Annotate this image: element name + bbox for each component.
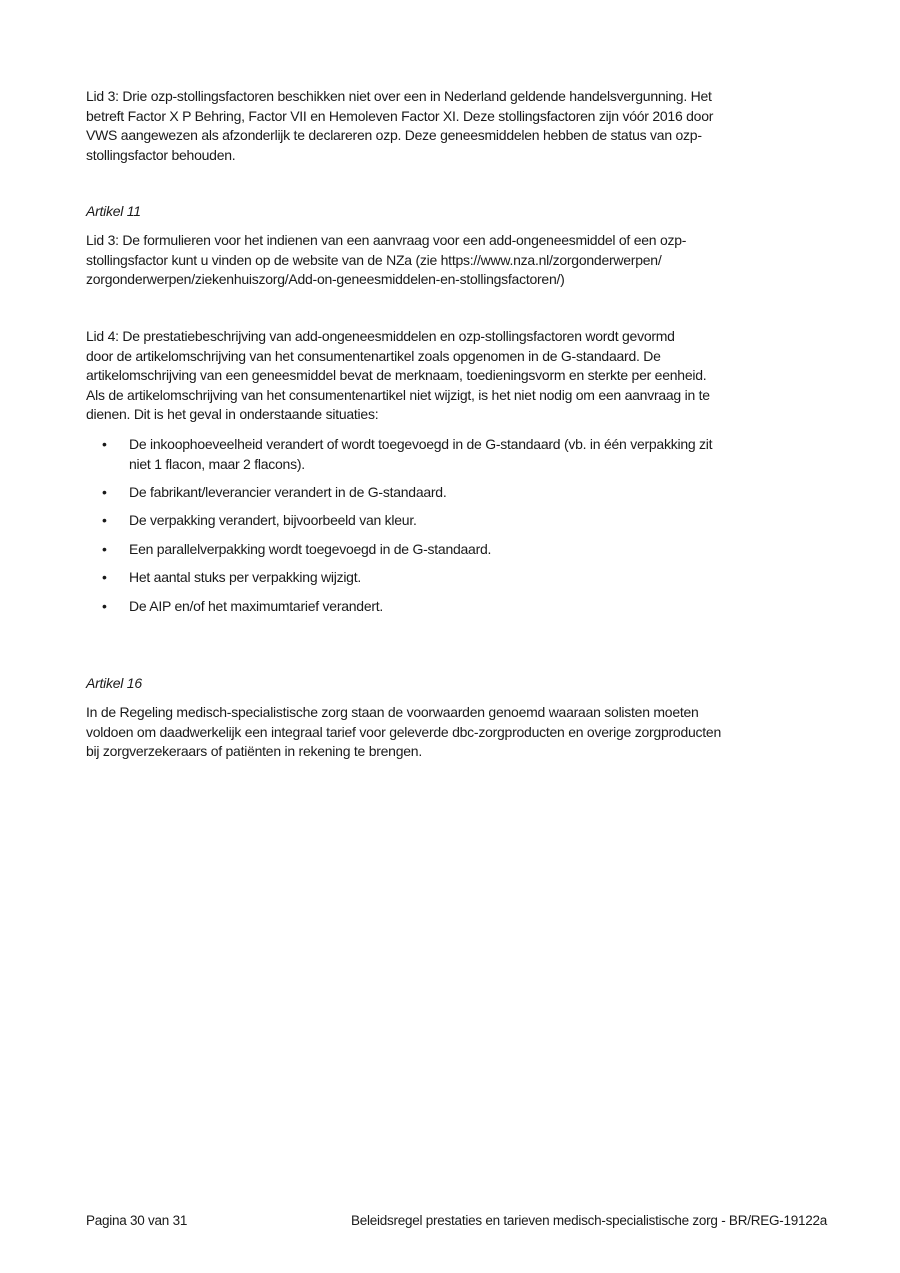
text-line: De fabrikant/leverancier verandert in de G-standaard. [129, 484, 447, 500]
article-11-heading [86, 202, 826, 222]
text-line: Lid 3: Drie ozp-stollingsfactoren beschikken niet over een in Nederland geldende handelsvergunning. Het [86, 88, 712, 104]
bullet-icon: • [102, 598, 107, 614]
bullet-icon: • [102, 569, 107, 585]
text-line: artikelomschrijving van een geneesmiddel bevat de merknaam, toedieningsvorm en sterkte per eenheid. [86, 367, 707, 383]
text-line: door de artikelomschrijving van het consumentenartikel zoals opgenomen in de G-standaard. De [86, 347, 661, 364]
paragraph-article16 [86, 703, 826, 762]
bullet-icon: • [102, 436, 107, 452]
paragraph-article11-lid4 [86, 327, 826, 425]
text-line: Het aantal stuks per verpakking wijzigt. [129, 569, 361, 585]
bullet-icon: • [102, 512, 107, 528]
text-line: niet 1 flacon, maar 2 flacons). [129, 455, 305, 472]
footer-page-number: Pagina 30 van 31 [86, 1213, 188, 1228]
text-line: Als de artikelomschrijving van het consumentenartikel niet wijzigt, is het niet nodig om een aanvraag in te [86, 386, 710, 403]
text-line: Lid 4: De prestatiebeschrijving van add-ongeneesmiddelen en ozp-stollingsfactoren wordt gevormd [86, 328, 675, 344]
text-line: De AIP en/of het maximumtarief verandert. [129, 598, 384, 614]
paragraph-article11-lid3 [86, 231, 826, 290]
heading-text: Artikel 11 [86, 203, 141, 219]
bullet-icon: • [102, 541, 107, 557]
paragraph-lid3-stollingsfactoren [86, 87, 826, 165]
text-line: dienen. Dit is het geval in onderstaande situaties: [86, 406, 379, 422]
text-line: Een parallelverpakking wordt toegevoegd in de G-standaard. [129, 541, 492, 557]
text-line: De inkoophoeveelheid verandert of wordt toegevoegd in de G-standaard (vb. in één verpakking zit [129, 436, 713, 452]
bullet-icon: • [102, 484, 107, 500]
article-16-heading [86, 674, 826, 694]
text-line: De verpakking verandert, bijvoorbeeld van kleur. [129, 512, 417, 528]
text-line: zorgonderwerpen/ziekenhuiszorg/Add-on-geneesmiddelen-en-stollingsfactoren/) [86, 271, 565, 287]
text-line: stollingsfactor behouden. [86, 146, 236, 163]
footer-document-title: Beleidsregel prestaties en tarieven medisch-specialistische zorg - BR/REG-19122a [351, 1213, 827, 1228]
text-line: VWS aangewezen als afzonderlijk te declareren ozp. Deze geneesmiddelen hebben de status van ozp- [86, 127, 702, 143]
text-line: In de Regeling medisch-specialistische zorg staan de voorwaarden genoemd waaraan solisten moeten [86, 704, 699, 720]
heading-text: Artikel 16 [86, 675, 142, 691]
text-line: Lid 3: De formulieren voor het indienen van een aanvraag voor een add-ongeneesmiddel of een ozp- [86, 232, 687, 248]
text-line: voldoen om daadwerkelijk een integraal tarief voor geleverde dbc-zorgproducten en overige zorgproducten [86, 723, 721, 740]
text-line: stollingsfactor kunt u vinden op de website van de NZa (zie https://www.nza.nl/zorgonderwerpen/ [86, 251, 662, 268]
text-line: betreft Factor X P Behring, Factor VII en Hemoleven Factor XI. Deze stollingsfactoren zijn vóór 2016 door [86, 107, 714, 124]
text-line: bij zorgverzekeraars of patiënten in rekening te brengen. [86, 743, 422, 759]
